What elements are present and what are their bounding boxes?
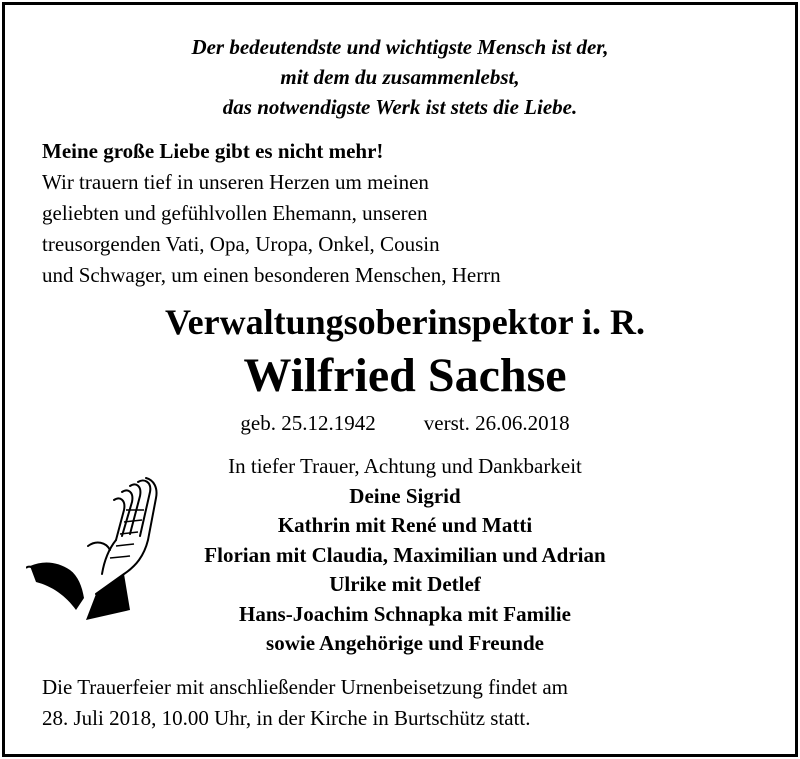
mourners-intro: In tiefer Trauer, Achtung und Dankbarkeit: [228, 454, 582, 478]
deceased-name: Wilfried Sachse: [243, 349, 567, 402]
deceased-title: Verwaltungsoberinspektor i. R.: [164, 302, 646, 342]
intro-line: geliebten und gefühlvollen Ehemann, unseren: [42, 201, 428, 225]
motto-line: mit dem du zusammenlebst,: [280, 65, 520, 89]
intro-line: treusorgenden Vati, Opa, Uropa, Onkel, Cousin: [42, 232, 440, 256]
mourner-line: Deine Sigrid: [349, 483, 461, 508]
motto-quote: [0, 32, 800, 122]
mourner-line: Ulrike mit Detlef: [329, 572, 481, 596]
life-dates: [0, 408, 800, 438]
intro-text: [42, 136, 742, 291]
funeral-line: 28. Juli 2018, 10.00 Uhr, in der Kirche in Burtschütz statt.: [42, 706, 531, 730]
birth-date: geb. 25.12.1942: [240, 411, 376, 435]
intro-heading: Meine große Liebe gibt es nicht mehr!: [42, 139, 384, 163]
motto-line: das notwendigste Werk ist stets die Liebe.: [222, 95, 578, 119]
funeral-line: Die Trauerfeier mit anschließender Urnenbeisetzung findet am: [42, 675, 568, 699]
motto-line: Der bedeutendste und wichtigste Mensch ist der,: [191, 35, 609, 59]
mourners-block: [150, 452, 660, 659]
intro-line: und Schwager, um einen besonderen Menschen, Herrn: [42, 263, 501, 287]
intro-line: Wir trauern tief in unseren Herzen um meinen: [42, 170, 429, 194]
mourner-line: Hans-Joachim Schnapka mit Familie: [239, 601, 571, 626]
mourner-line: Kathrin mit René und Matti: [277, 513, 533, 537]
praying-hands-icon: [26, 470, 166, 620]
death-date: verst. 26.06.2018: [423, 411, 570, 435]
funeral-info: [42, 672, 762, 734]
mourner-line: Florian mit Claudia, Maximilian und Adrian: [204, 542, 606, 567]
mourner-line: sowie Angehörige und Freunde: [266, 631, 544, 655]
